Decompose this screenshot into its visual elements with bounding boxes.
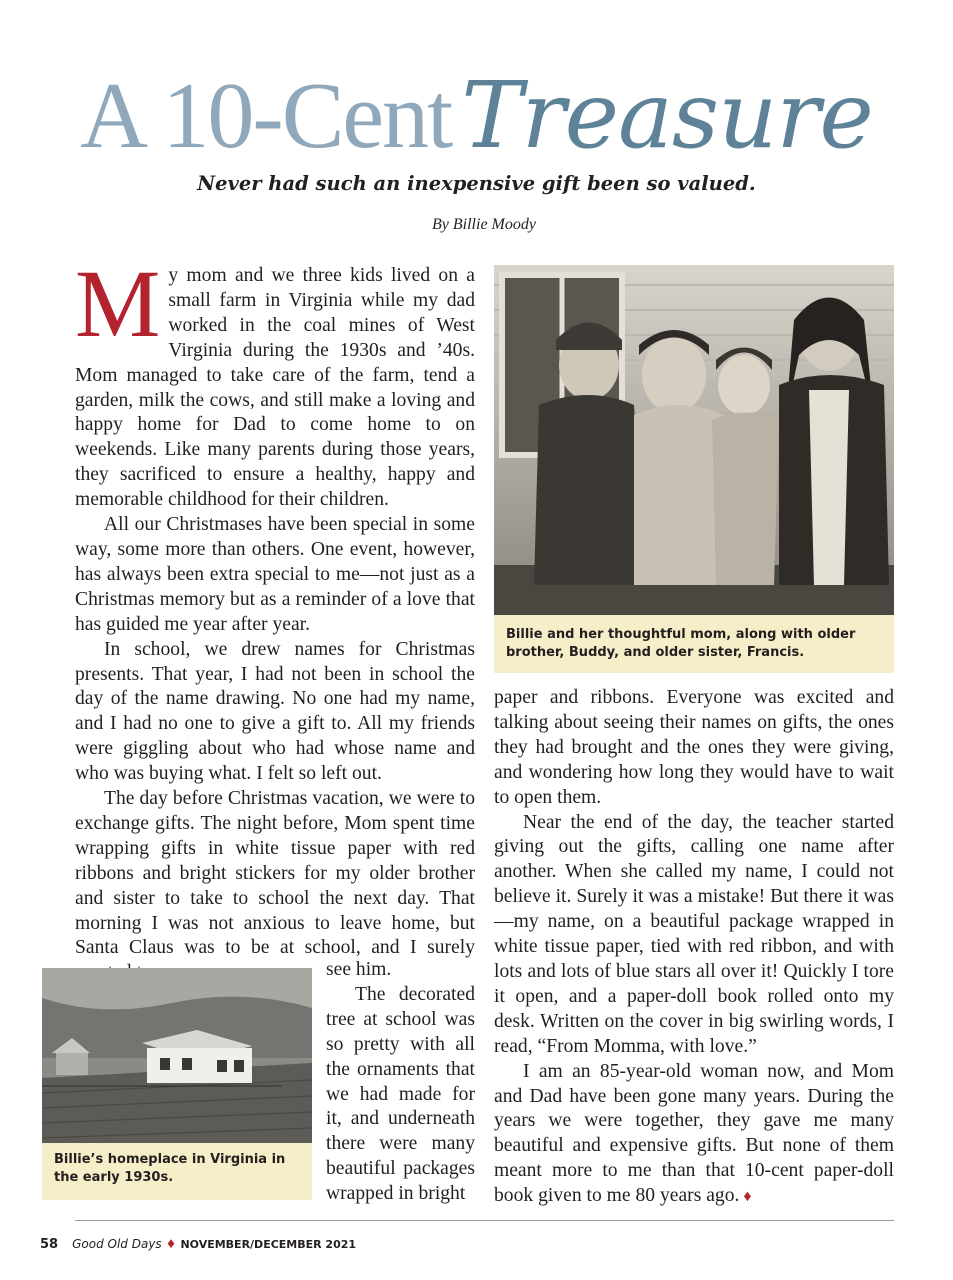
paragraph-7 [494, 1060, 894, 1210]
article-subtitle: Never had such an inexpensive gift been so valued. [197, 172, 756, 195]
paragraph-6: Near the end of the day, the teacher started giving out the gifts, calling one name after another. When she called my name, I could not believe it. Surely it was a mistake! But there it was—my name, on a beautiful package wrapped in white tissue paper, tied with red ribbon, and with lots and lots of blue stars all over it! Quickly I tore it open, and a paper-doll book rolled onto my desk. Written on the cover in big swirling words, I read, “From Momma, with love.” [494, 811, 894, 1057]
paragraph-7-text: I am an 85-year-old woman now, and Mom and Dad have been gone many years. During the years we were together, they gave me many beautiful and expensive gifts. But none of them meant more to me than that 10-cent paper-doll book given to me 80 years ago. [494, 1060, 894, 1207]
diamond-icon: ♦ [165, 1237, 177, 1251]
magazine-name: Good Old Days [72, 1237, 162, 1251]
end-mark-icon: ♦ [743, 1188, 752, 1206]
page-number: 58 [40, 1237, 59, 1252]
title-script: Treasure [461, 62, 873, 169]
paragraph-4: The day before Christmas vacation, we were to exchange gifts. The night before, Mom spent time wrapping gifts in white tissue paper with red ribbons and bright stickers for my older brother and sister to take to school the next day. That morning I was not anxious to leave home, but Santa Claus was to be at school, and I surely [75, 788, 475, 959]
paragraph-3: In school, we drew names for Christmas presents. That year, I had not been in school the day of the name drawing. No one had my name, and I had no one to give a gift to. All my friends were giggling about who had whose name and who was buying what. I felt so left out. [75, 638, 475, 785]
drop-cap: M [75, 250, 161, 357]
paragraph-5: The decorated tree at school was so pretty with all the ornaments that we had made for it, and underneath there were many beautiful packages wrapped in bright [326, 983, 475, 1205]
paragraph-1 [75, 250, 475, 513]
family-photo [494, 265, 894, 615]
footer-rule [75, 1220, 894, 1221]
issue-date: NOVEMBER/DECEMBER 2021 [180, 1238, 357, 1251]
text-column-narrow [326, 958, 475, 1207]
text-column-left [75, 250, 475, 986]
paragraph-1-text: y mom and we three kids lived on a small farm in Virginia while my dad worked in the coal mines of West Virginia during the 1930s and ’40s. Mom managed to take care of the farm, tend a garden, milk the cows, and still make a loving and happy home for Dad to come home to on weekends. Like many parents during those years, they sacrificed to ensure a healthy, happy and memorable childhood for their children. [75, 265, 475, 511]
family-photo-caption: Billie and her thoughtful mom, along with older brother, Buddy, and older sister, Francis. [494, 615, 894, 673]
paragraph-4-continued: see him. [326, 959, 392, 980]
paragraph-5-continued: paper and ribbons. Everyone was excited and talking about seeing their names on gifts, the ones they had brought and the ones they were giving, and wondering how long they would have to wait to open them. [494, 687, 894, 808]
text-column-right [494, 686, 894, 1210]
page-footer [40, 1237, 356, 1252]
paragraph-2: All our Christmases have been special in some way, some more than others. One event, however, has always been extra special to me—not just as a Christmas memory but as a reminder of a love that has guided me year after year. [75, 514, 475, 635]
homeplace-photo-caption: Billie’s homeplace in Virginia in the early 1930s. [42, 1143, 312, 1200]
title-plain: A 10-Cent [80, 64, 452, 168]
byline: By Billie Moody [432, 216, 536, 233]
homeplace-photo [42, 968, 312, 1143]
article-title [0, 62, 953, 170]
